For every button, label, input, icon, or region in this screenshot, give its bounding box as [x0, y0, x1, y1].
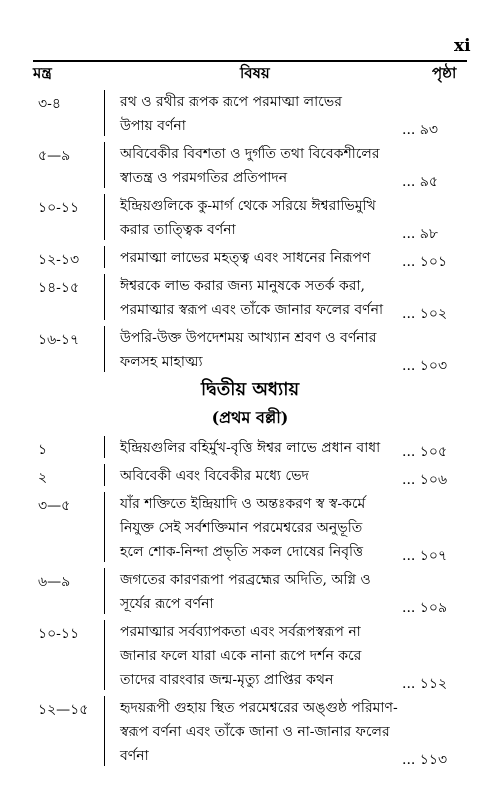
entry-divider [104, 568, 105, 614]
entry-topic [120, 90, 410, 138]
column-header-page: পৃষ্ঠা [432, 64, 457, 82]
toc-entry [0, 696, 500, 768]
topic-line: জগতের কারণরূপা পরব্রহ্মের অদিতি, অগ্নি ও [120, 572, 371, 588]
topic-line: ঈশ্বরকে লাভ করার জন্য মানুষকে সতর্ক করা, [120, 278, 365, 294]
entry-topic [120, 620, 410, 692]
mantra-number: ১৬-১৭ [38, 332, 80, 348]
entry-topic [120, 568, 410, 616]
chapter-heading [0, 375, 500, 431]
page-reference: ... ১১৩ [402, 752, 448, 768]
toc-entry [0, 142, 500, 190]
topic-line: হৃদয়রূপী গুহায় স্থিত পরমেশ্বরের অঙ্গুষ্ঠ পরিমাণ- [120, 700, 398, 716]
page-number: xi [454, 36, 471, 56]
toc-entry [0, 274, 500, 322]
topic-line: ইন্দ্রিয়গুলিকে কু-মার্গ থেকে সরিয়ে ঈশ্বরাভিমুখি [120, 198, 376, 214]
topic-line: উপরি-উক্ত উপদেশময় আখ্যান শ্রবণ ও বর্ণনার [120, 330, 377, 346]
topic-line: সূর্যের রূপে বর্ণনা [120, 596, 214, 612]
toc-entry [0, 464, 500, 488]
topic-line: ফলসহ মাহাত্ম্য [120, 354, 203, 370]
entry-divider [104, 246, 105, 268]
entry-divider [104, 326, 105, 372]
entry-topic [120, 142, 410, 190]
topic-line: হলে শোক-নিন্দা প্রভৃতি সকল দোষের নিবৃত্তি [120, 544, 364, 560]
page-reference: ... ৯৮ [402, 226, 438, 242]
topic-line: অবিবেকী এবং বিবেকীর মধ্যে ভেদ [120, 468, 309, 484]
toc-entry [0, 246, 500, 270]
toc-entry [0, 194, 500, 242]
mantra-number: ৩-৪ [38, 96, 61, 112]
entry-topic [120, 194, 410, 242]
topic-line: পরমাত্মা লাভের মহত্ত্ব এবং সাধনের নিরূপণ [120, 250, 371, 266]
mantra-number: ২ [38, 470, 48, 486]
mantra-number: ১০-১১ [38, 200, 80, 216]
topic-line: করার তাত্ত্বিক বর্ণনা [120, 222, 236, 238]
chapter-subtitle: (প্রথম বল্লী) [211, 408, 289, 427]
topic-line: অবিবেকীর বিবশতা ও দুর্গতি তথা বিবেকশীলের [120, 146, 380, 162]
mantra-number: ১২—১৫ [38, 702, 89, 718]
topic-line: পরমাত্মার স্বরূপ এবং তাঁকে জানার ফলের বর্ণনা [120, 302, 384, 318]
topic-line: উপায় বর্ণনা [120, 118, 186, 134]
entry-divider [104, 696, 105, 766]
page-reference: ... ১০৩ [402, 358, 448, 374]
topic-line: যাঁর শক্তিতে ইন্দ্রিয়াদি ও অন্তঃকরণ স্ব স্ব-কর্মে [120, 496, 366, 512]
entry-topic [120, 274, 410, 322]
entry-divider [104, 464, 105, 486]
mantra-number: ১০-১১ [38, 626, 80, 642]
toc-entry [0, 436, 500, 460]
page-reference: ... ৯৫ [402, 174, 438, 190]
chapter-title: দ্বিতীয় অধ্যায় [200, 379, 300, 400]
entry-topic [120, 246, 410, 270]
entry-divider [104, 274, 105, 320]
page-reference: ... ১১২ [402, 676, 448, 692]
entry-divider [104, 90, 105, 136]
mantra-number: ৫—৯ [38, 148, 71, 164]
toc-entry [0, 568, 500, 616]
topic-line: বর্ণনা [120, 748, 149, 764]
column-header-mantra: মন্ত্র [33, 64, 52, 82]
toc-entry [0, 90, 500, 138]
entry-topic [120, 464, 410, 488]
topic-line: রথ ও রথীর রূপক রূপে পরমাত্মা লাভের [120, 94, 342, 110]
mantra-number: ১২-১৩ [38, 252, 80, 268]
entry-topic [120, 492, 410, 564]
topic-line: নিযুক্ত সেই সর্বশক্তিমান পরমেশ্বরের অনুভূতি [120, 520, 363, 536]
entry-topic [120, 436, 410, 460]
page-reference: ... ৯৩ [402, 122, 438, 138]
topic-line: পরমাত্মার সর্বব্যাপকতা এবং সর্বরূপস্বরূপ না [120, 624, 361, 640]
topic-line: ইন্দ্রিয়গুলির বহির্মুখ-বৃত্তি ঈশ্বর লাভে প্রধান বাধা [120, 440, 381, 456]
entry-topic [120, 326, 410, 374]
mantra-number: ৩—৫ [38, 498, 71, 514]
entry-topic [120, 696, 410, 768]
topic-line: স্বরূপ বর্ণনা এবং তাঁকে জানা ও না-জানার ফলের [120, 724, 390, 740]
page-reference: ... ১০৭ [402, 548, 448, 564]
mantra-number: ১ [38, 442, 48, 458]
toc-entry [0, 492, 500, 564]
topic-line: স্বাতন্ত্র ও পরমগতির প্রতিপাদন [120, 170, 288, 186]
entry-divider [104, 194, 105, 240]
page-reference: ... ১০২ [402, 306, 448, 322]
page-reference: ... ১০১ [402, 254, 448, 270]
topic-line: তাদের বারংবার জন্ম-মৃত্যু প্রাপ্তির কথন [120, 672, 334, 688]
mantra-number: ১৪-১৫ [38, 280, 80, 296]
column-header-vishay: বিষয় [240, 64, 270, 82]
entry-divider [104, 142, 105, 188]
entry-divider [104, 620, 105, 690]
mantra-number: ৬—৯ [38, 574, 71, 590]
topic-line: জানার ফলে যারা একে নানা রূপে দর্শন করে [120, 648, 362, 664]
page-reference: ... ১০৯ [402, 600, 448, 616]
page-reference: ... ১০৫ [402, 444, 448, 460]
entry-divider [104, 492, 105, 562]
page-reference: ... ১০৬ [402, 472, 448, 488]
entry-divider [104, 436, 105, 458]
toc-entry [0, 620, 500, 692]
toc-entry [0, 326, 500, 374]
